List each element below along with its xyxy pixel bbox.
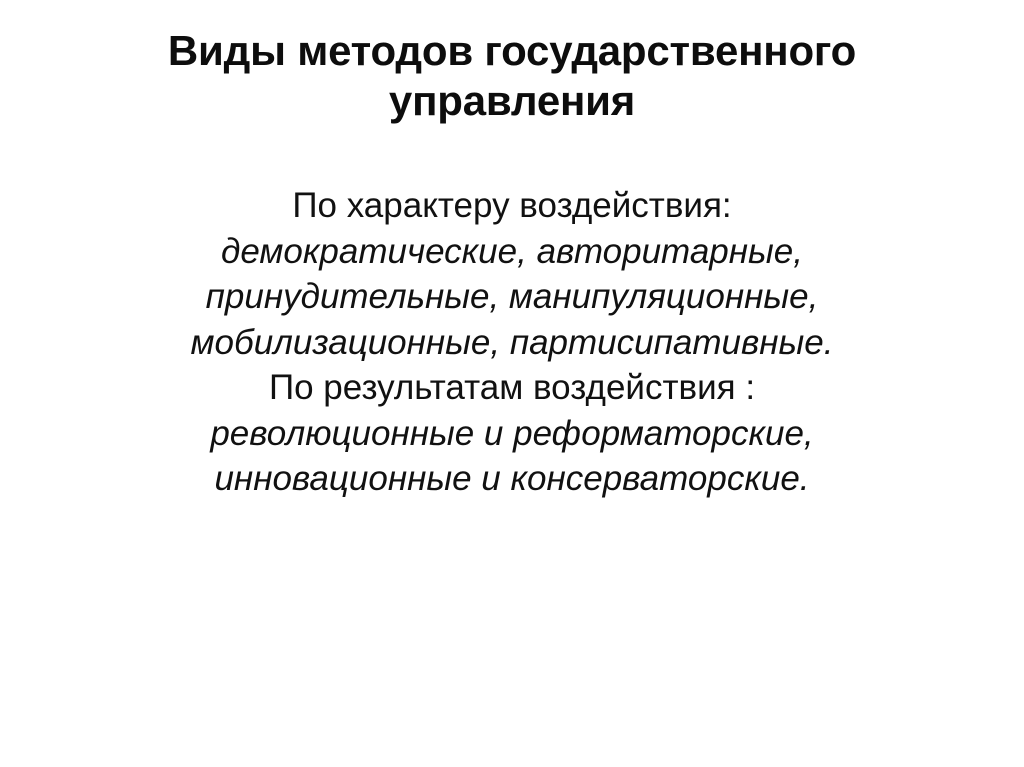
body-line: По характеру воздействия: xyxy=(292,186,732,225)
body-line: демократические, авторитарные, xyxy=(221,231,803,271)
body-line: революционные и реформаторские, xyxy=(210,413,814,453)
body-line: принудительные, манипуляционные, xyxy=(205,277,819,316)
body-line: мобилизационные, партисипативные. xyxy=(190,322,834,362)
slide-body-text xyxy=(64,183,960,502)
body-line: инновационные и консерваторские. xyxy=(214,459,810,498)
body-line: По результатам воздействия : xyxy=(268,368,756,407)
page-title: Виды методов государственного управления xyxy=(167,27,857,124)
